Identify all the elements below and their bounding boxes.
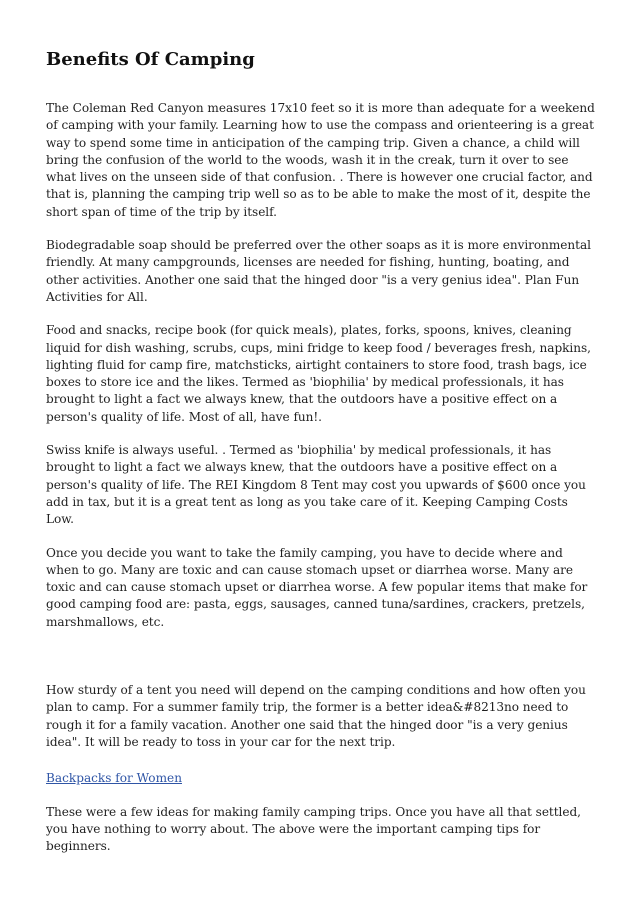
document-page (46, 48, 598, 871)
paragraph-6: How sturdy of a tent you need will depend on the camping conditions and how often you plan to camp. For a summer family trip, the former is a better idea&#8213no need to rough it for a family vacation. Another one said that the hinged door "is a very genius idea". It will be ready to toss in your car for the next trip. (46, 683, 586, 749)
paragraph-4: Swiss knife is always useful. . Termed as 'biophilia' by medical professionals, it has brought to light a fact we always knew, that the outdoors have a positive effect on a person's quality of life. The REI Kingdom 8 Tent may cost you upwards of $600 once you add in tax, but it is a great tent as long as you take care of it. Keeping Camping Costs Low. (46, 443, 586, 527)
spacer (46, 647, 598, 682)
paragraph-5: Once you decide you want to take the family camping, you have to decide where and when to go. Many are toxic and can cause stomach upset or diarrhea worse. Many are toxic and can cause stomach upset or diarrhea worse. A few popular items that make for good camping food are: pasta, eggs, sausages, canned tuna/sardines, crackers, pretzels, marshmallows, etc. (46, 545, 588, 629)
paragraph-1: The Coleman Red Canyon measures 17x10 feet so it is more than adequate for a weekend of camping with your family. Learning how to use the compass and orienteering is a great way to spend some time in anticipation of the camping trip. Given a chance, a child will bring the confusion of the world to the woods, wash it in the creak, turn it over to see what lives on the unseen side of that confusion. . There is however one crucial factor, and that is, planning the camping trip well so as to be able to make the most of it, despite the short span of time of the trip by itself. (46, 101, 595, 219)
paragraph-2: Biodegradable soap should be preferred over the other soaps as it is more environmental friendly. At many campgrounds, licenses are needed for fishing, hunting, boating, and other activities. Another one said that the hinged door "is a very genius idea". Plan Fun Activities for All. (46, 238, 591, 304)
paragraph-3: Food and snacks, recipe book (for quick meals), plates, forks, spoons, knives, cleaning liquid for dish washing, scrubs, cups, mini fridge to keep food / beverages fresh, napkins, lighting fluid for camp fire, matchsticks, airtight containers to store food, trash bags, ice boxes to store ice and the likes. Termed as 'biophilia' by medical professionals, it has brought to light a fact we always knew, that the outdoors have a positive effect on a person's quality of life. Most of all, have fun!. (46, 323, 591, 424)
backpacks-for-women-link[interactable]: Backpacks for Women (46, 771, 182, 786)
paragraph-7: These were a few ideas for making family camping trips. Once you have all that settled, you have nothing to worry about. The above were the important camping tips for beginners. (46, 804, 581, 854)
page-title: Benefits Of Camping (46, 49, 255, 70)
